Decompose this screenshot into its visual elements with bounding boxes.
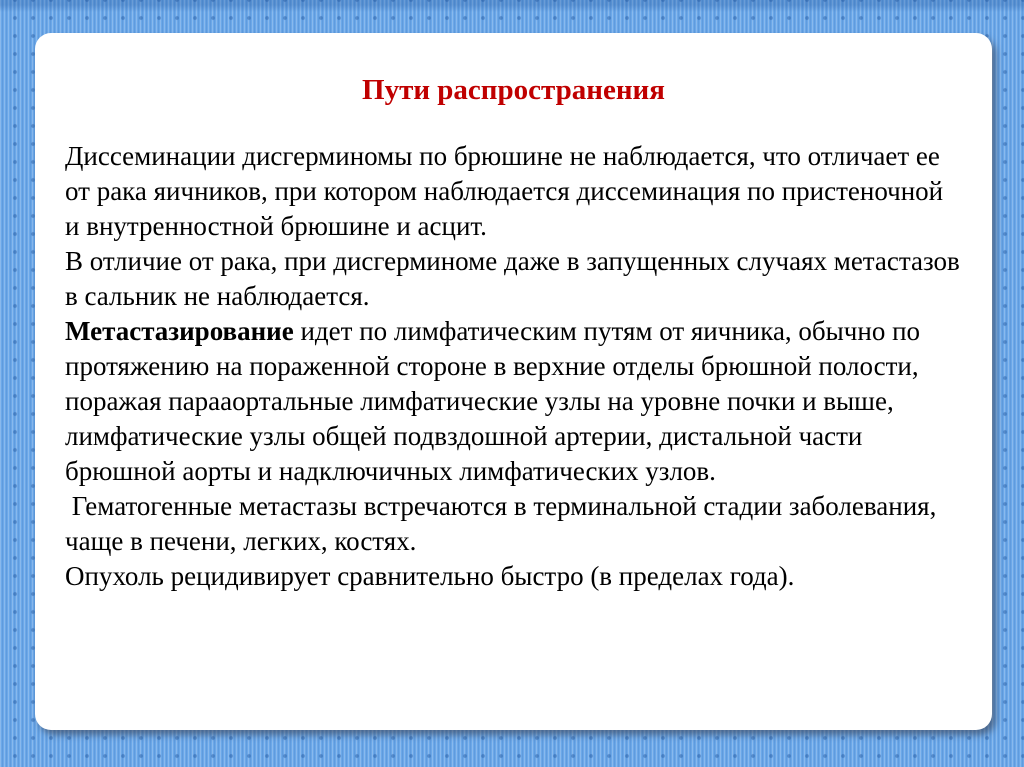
paragraph bbox=[65, 139, 962, 244]
paragraph bbox=[65, 559, 962, 594]
paragraph bbox=[65, 314, 962, 489]
paragraph-text: Диссеминации дисгерминомы по брюшине не наблюдается, что отличает ее от рака яичников, при котором наблюдается диссеминация по пристеночной и внутренностной брюшине и асцит. bbox=[65, 141, 950, 241]
paragraph-text: В отличие от рака, при дисгерминоме даже в запущенных случаях метастазов в сальник не наблюдается. bbox=[65, 246, 967, 311]
paragraph-text: Опухоль рецидивирует сравнительно быстро (в пределах года). bbox=[65, 561, 795, 591]
slide-body bbox=[65, 139, 967, 594]
paragraph-bold-text: Метастазирование bbox=[65, 316, 294, 346]
paragraph-text: идет по лимфатическим путям от яичника, обычно по протяжению на пораженной стороне в верхние отделы брюшной полости, поражая парааортальные лимфатические узлы на уровне почки и выше, лимфатические узлы общей подвздошной артерии, дистальной части брюшной аорты и надключичных лимфатических узлов. bbox=[65, 316, 927, 486]
slide-title: Пути распространения bbox=[362, 74, 665, 106]
paragraph bbox=[65, 489, 962, 559]
paragraph-text: Гематогенные метастазы встречаются в терминальной стадии заболевания, чаще в печени, легких, костях. bbox=[65, 491, 944, 556]
paragraph bbox=[65, 244, 967, 314]
slide-card bbox=[35, 33, 992, 730]
